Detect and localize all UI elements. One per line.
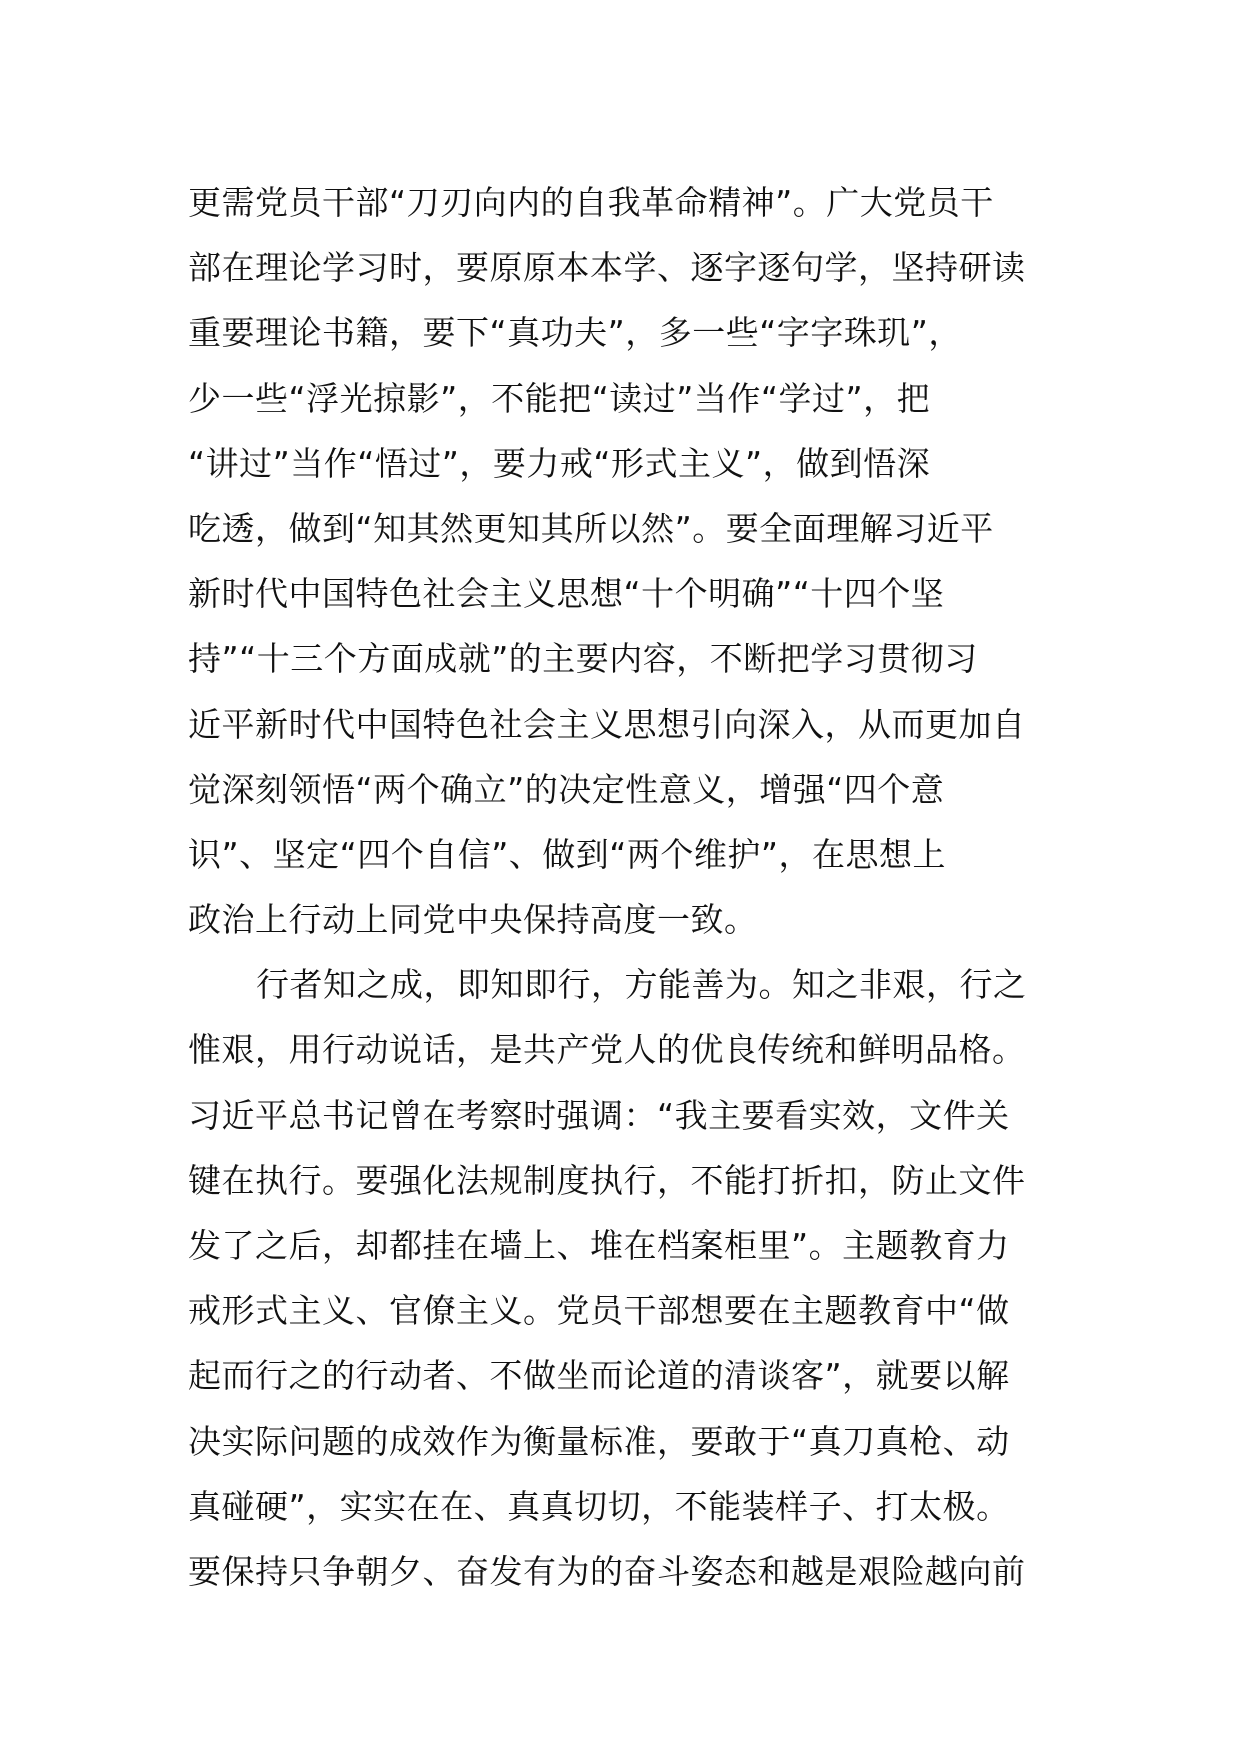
text-line: 觉深刻领悟“两个确立”的决定性意义，增强“四个意: [188, 769, 945, 809]
text-line: 持”“十三个方面成就”的主要内容，不断把学习贯彻习: [188, 639, 978, 679]
text-line: 习近平总书记曾在考察时强调：“我主要看实效，文件关: [188, 1095, 1010, 1135]
text-line: 惟艰，用行动说话，是共产党人的优良传统和鲜明品格。: [188, 1030, 1026, 1070]
text-line: 真碰硬”，实实在在、真真切切，不能装样子、打太极。: [188, 1486, 1010, 1526]
text-line: 部在理论学习时，要原原本本学、逐字逐句学，坚持研读: [188, 248, 1026, 288]
text-line: 决实际问题的成效作为衡量标准，要敢于“真刀真枪、动: [188, 1421, 1010, 1461]
paragraph-first-line: 行者知之成，即知即行，方能善为。知之非艰，行之: [256, 965, 1027, 1005]
text-line: 起而行之的行动者、不做坐而论道的清谈客”，就要以解: [188, 1356, 1010, 1396]
text-line: 少一些“浮光掠影”，不能把“读过”当作“学过”，把: [188, 378, 931, 418]
text-line: 政治上行动上同党中央保持高度一致。: [188, 900, 758, 940]
text-line: 键在执行。要强化法规制度执行，不能打折扣，防止文件: [188, 1160, 1026, 1200]
text-line: 近平新时代中国特色社会主义思想引向深入，从而更加自: [188, 704, 1026, 744]
text-line: 要保持只争朝夕、奋发有为的奋斗姿态和越是艰险越向前: [188, 1551, 1026, 1591]
text-line: 发了之后，却都挂在墙上、堆在档案柜里”。主题教育力: [188, 1226, 1010, 1265]
text-line: 更需党员干部“刀刃向内的自我革命精神”。广大党员干: [188, 183, 994, 222]
text-line: “讲过”当作“悟过”，要力戒“形式主义”，做到悟深: [188, 443, 931, 483]
text-line: 戒形式主义、官僚主义。党员干部想要在主题教育中“做: [188, 1291, 1010, 1331]
text-line: 重要理论书籍，要下“真功夫”，多一些“字字珠玑”，: [188, 313, 962, 353]
text-line: 新时代中国特色社会主义思想“十个明确”“十四个坚: [188, 574, 945, 614]
body-text: [188, 170, 1068, 1604]
text-line: 吃透，做到“知其然更知其所以然”。要全面理解习近平: [188, 508, 994, 548]
text-line: 识”、坚定“四个自信”、做到“两个维护”，在思想上: [188, 834, 946, 874]
